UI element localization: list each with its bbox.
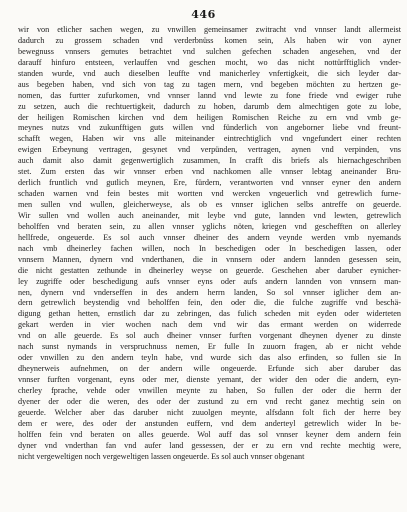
text-line: dyener der oder die weren, des oder der zustund zu ern vnd recht ganez mechtig sein on xyxy=(18,396,401,406)
text-line: standen wurde, vnd auch dieselben leuffte vnd manicherley vnfertigkeit, die sich leyder dar- xyxy=(18,68,401,78)
text-line: ewigen Erbeynung vertragen, gesynet vnd verpünden, vertragen, aynen vnd verpinden, vns xyxy=(18,145,401,155)
text-line: oder vnwillen zu den andern teyln habe, vnd wurde sich das also erfinden, so fullen sie In xyxy=(18,353,401,363)
text-line: aus begeben haben, vnd sich von tag zu tagen mern, vnd begeben möchten zu hertzen ge- xyxy=(18,79,401,89)
text-line: dadurch zu grossem schaden vnd verderbnüss komen sein, Als haben wir von ayner xyxy=(18,35,401,45)
text-line: dem er were, des oder der anstunden euffern, vnd dem anderteyl getrewlich wider In be- xyxy=(18,418,401,428)
text-line: der heiligen Romischen kirchen vnd dem heiligen Romischen Reiche zu ern vnd vmb ge- xyxy=(18,112,401,122)
text-line: nomen, das furtter zufurkomen, vnd vnnser lannd vnd lewte zu fone friede vnd ewiger ruhe xyxy=(18,90,401,100)
text-line: wir von etlicher sachen wegen, zu vnwillen gemeinsamer zwitracht vnd vnnser landt allermeist xyxy=(18,25,401,34)
text-line: zu setzen, auch die rechtuertigkeit, dadurch zu hoben, darumb dem almechtigen gote zu lobe, xyxy=(18,101,401,111)
text-line: ley zugriffe oder beschedigung aufs vnnser eyns oder aufs andern lannden von vnnsern man- xyxy=(18,276,401,286)
text-line: nen, dynern vnd vnderseffen in des andern herrn landen, So sol vnnser iglicher dem an- xyxy=(18,287,401,297)
text-line: beholffen vnd beraten sein, zu allen vnnser yglichs nöten, kriegen vnd geschefften on allerley xyxy=(18,221,401,231)
text-line: vnd on alle geuerde. Es sol auch dheiner vnnser furften vorgenant dheynen dyener zu dinste xyxy=(18,331,401,341)
text-line: nach vmb dheinerley fachen willen, noch In beschedigen oder In beschedigen lassen, oder xyxy=(18,243,401,253)
page-number: 446 xyxy=(191,8,216,21)
text-line: gekart werden in vier wochen nach dem vnd wir das ermant werden on widerrede xyxy=(18,320,401,330)
text-line: stet. Zum ersten das wir vnnser erben vnd nachkomen alle vnnser lebtag aneinander Bru- xyxy=(18,167,401,177)
text-line: digung gethan hetten, ernstlich dar zu zebringen, das fulich scheden mit eyden oder widerteten xyxy=(18,309,401,319)
text-line: die nicht gestatten zethunde in dheinerley weyse on geuerde. Geschehen aber daruber eynicher- xyxy=(18,265,401,275)
text-line: hellfrede, ongeuerde. Es sol auch vnnser dheiner des andern veynde werden vmb nyemands xyxy=(18,232,401,242)
text-line: vnnser furften vorgenant, eyns oder mer, dienste yemant, der wider den oder die andern, eyn- xyxy=(18,375,401,384)
text-line: schaden warnen vnd fein bestes mit wortten vnd wercken vngeuerlich vnd getrewlich furne- xyxy=(18,189,401,199)
text-line: dheynerweis aufnehmen, on der andern wille ongeuerde. Erfunde sich aber daruber das xyxy=(18,364,401,374)
text-line: vnnsern Mannen, dynern vnd vnderthanen, die in vnnsern oder andern lannden gesessen sein, xyxy=(18,254,401,264)
text-line: nicht vergeweltigen noch vergeweltigen lassen ongeuerde. Es sol auch vnnser obgenant xyxy=(18,451,305,461)
text-line: dern getrewlich beystendig vnd beholffen fein, den oder die, die fulche zugriffe vnd beschä- xyxy=(18,298,401,308)
text-line: schafft wegen, Haben wir vns alle miteinander eintrechtiglich vnd vngefundert einer rechten xyxy=(18,134,401,144)
text-line: cherley fprache, vehde oder vnwillen meynte zu haben, So fullen der oder die herrn der xyxy=(18,385,401,395)
text-line: geuerde. Welcher aber das daruber nicht zuuolgen meynte, alfsdann folt fich der herre bey xyxy=(18,407,401,417)
text-line: nach sunst nymands in verspruchnuss nemen, Er fulle In zuuorn fragen, ab er nicht vehde xyxy=(18,342,401,352)
text-line: meynes nutzs vnd zukunfftigen guts willen vnd fünderlich von angeborner liebe vnd freunt- xyxy=(18,123,401,133)
text-line: darauff hinfuro entsteen, verlauffen vnd geschen mocht, wo das nicht nottürfftiglich vnder- xyxy=(18,57,401,67)
text-line: men sullen vnd wullen, gleicherweyse, als ob es vnnser iglichen selbs antreffe on geuerde. xyxy=(18,200,401,209)
text-line: auch damit also damit gegenwertiglich zusammen, In crafft dis briefs als hiernachgeschriben xyxy=(18,156,401,166)
text-line: dyner vnd vnderthan fan vnd aufer land gessessen, der er zu ern vnd rechte mechtig were, xyxy=(18,440,401,450)
text-line: derlich fruntlich vnd gutlich meynen, Ere, fürdern, verantworten vnd vnnser eyner den andern xyxy=(18,178,401,188)
body-text xyxy=(18,25,401,463)
text-line: Wir sullen vnd wollen auch aneinander, mit leybe vnd gute, lannden vnd lewten, getrewlich xyxy=(18,210,401,220)
text-line: bewegnuss vnnsers gemutes betrachtet vnd sulchen gefechen schaden angesehen, vnd der xyxy=(18,46,401,56)
text-line: holffen fein vnd beraten on alles geuerde. Wol auff das sol vnnser keyner dem andern fein xyxy=(18,429,401,439)
